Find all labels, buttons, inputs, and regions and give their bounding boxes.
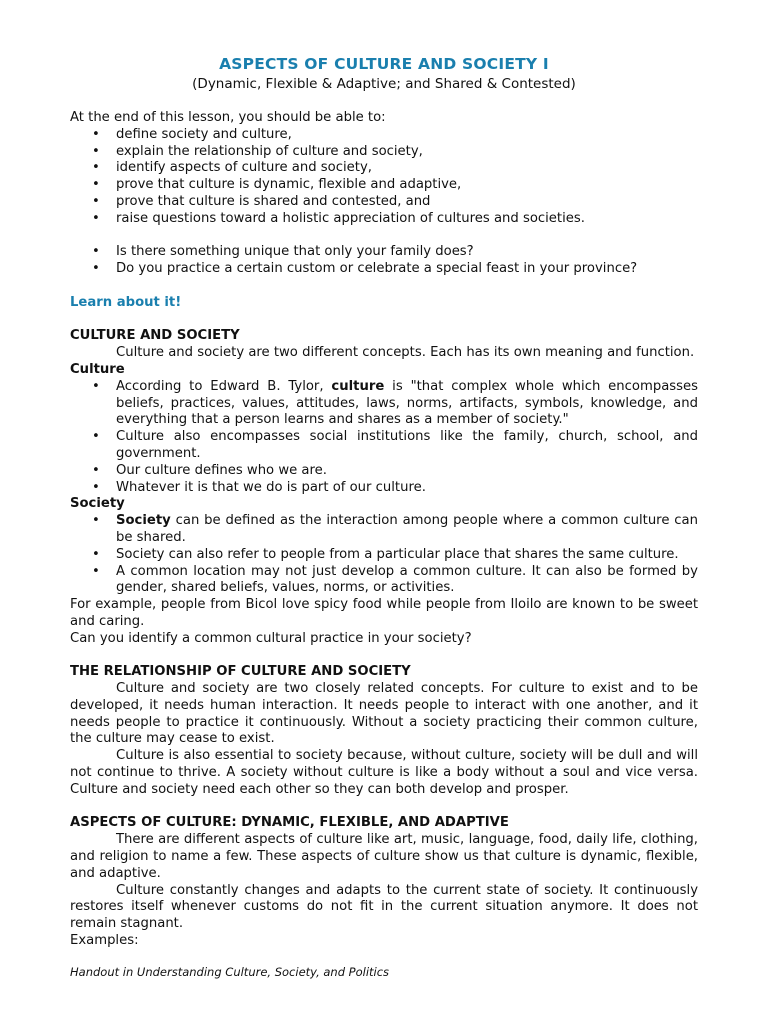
page-footer: Handout in Understanding Culture, Society, and Politics — [70, 965, 390, 979]
aspects-heading: ASPECTS OF CULTURE: DYNAMIC, FLEXIBLE, AND ADAPTIVE — [70, 815, 509, 831]
questions-list — [70, 244, 698, 278]
list-item: • Our culture defines who we are. — [70, 463, 698, 480]
list-item: • Culture also encompasses social institutions like the family, church, school, and government. — [70, 429, 698, 463]
list-item: • define society and culture, — [70, 127, 698, 144]
list-item: • Society can be defined as the interaction among people where a common culture can be shared. — [70, 513, 698, 547]
list-item: • According to Edward B. Tylor, culture is "that complex whole which encompasses beliefs, practices, values, attitudes, laws, norms, artifacts, symbols, knowledge, and everything that a person learns and shares as a member of society." — [70, 379, 698, 429]
list-item: • raise questions toward a holistic appreciation of cultures and societies. — [70, 211, 698, 228]
list-item: • A common location may not just develop a common culture. It can also be formed by gender, shared beliefs, values, norms, or activities. — [70, 564, 698, 598]
relationship-heading: THE RELATIONSHIP OF CULTURE AND SOCIETY — [70, 664, 411, 680]
society-subheading: Society — [70, 496, 125, 512]
examples-label: Examples: — [70, 933, 139, 949]
objectives-intro: At the end of this lesson, you should be able to: — [70, 110, 386, 125]
society-list — [70, 513, 698, 597]
list-item: • identify aspects of culture and society, — [70, 160, 698, 177]
list-item: • Is there something unique that only your family does? — [70, 244, 698, 261]
relationship-paragraph-2: Culture is also essential to society because, without culture, society will be dull and will not continue to thrive. A society without culture is like a body without a soul and vice versa. Culture and society need each other so they can both develop and prosper. — [70, 748, 698, 797]
society-example: For example, people from Bicol love spicy food while people from Iloilo are known to be sweet and caring. — [70, 597, 698, 629]
list-item: • prove that culture is shared and contested, and — [70, 194, 698, 211]
list-item: • Do you practice a certain custom or celebrate a special feast in your province? — [70, 261, 698, 278]
objectives-list — [70, 127, 698, 228]
aspects-paragraph-2: Culture constantly changes and adapts to the current state of society. It continuously restores itself whenever customs do not fit in the current situation anymore. It does not remain stagnant. — [70, 882, 698, 932]
culture-and-society-heading: CULTURE AND SOCIETY — [70, 328, 240, 344]
list-item: • Whatever it is that we do is part of our culture. — [70, 480, 698, 497]
document-subtitle: (Dynamic, Flexible & Adaptive; and Shared & Contested) — [192, 76, 576, 92]
document-body — [70, 110, 698, 950]
learn-about-it-label: Learn about it! — [70, 294, 182, 310]
relationship-paragraph-1: Culture and society are two closely related concepts. For culture to exist and to be developed, it needs human interaction. It needs people to interact with one another, and it needs people to practice it continuously. Without a society practicing their common culture, the culture may cease to exist. — [70, 681, 698, 747]
list-item: • explain the relationship of culture and society, — [70, 144, 698, 161]
list-item: • prove that culture is dynamic, flexible and adaptive, — [70, 177, 698, 194]
list-item: • Society can also refer to people from a particular place that shares the same culture. — [70, 547, 698, 564]
culture-and-society-intro: Culture and society are two different concepts. Each has its own meaning and function. — [116, 345, 695, 361]
society-question: Can you identify a common cultural practice in your society? — [70, 630, 472, 646]
aspects-paragraph-1: There are different aspects of culture like art, music, language, food, daily life, clothing, and religion to name a few. These aspects of culture show us that culture is dynamic, flexible, and adaptive. — [70, 832, 698, 881]
culture-subheading: Culture — [70, 361, 125, 377]
document-title: ASPECTS OF CULTURE AND SOCIETY I — [219, 55, 549, 73]
culture-list — [70, 379, 698, 497]
